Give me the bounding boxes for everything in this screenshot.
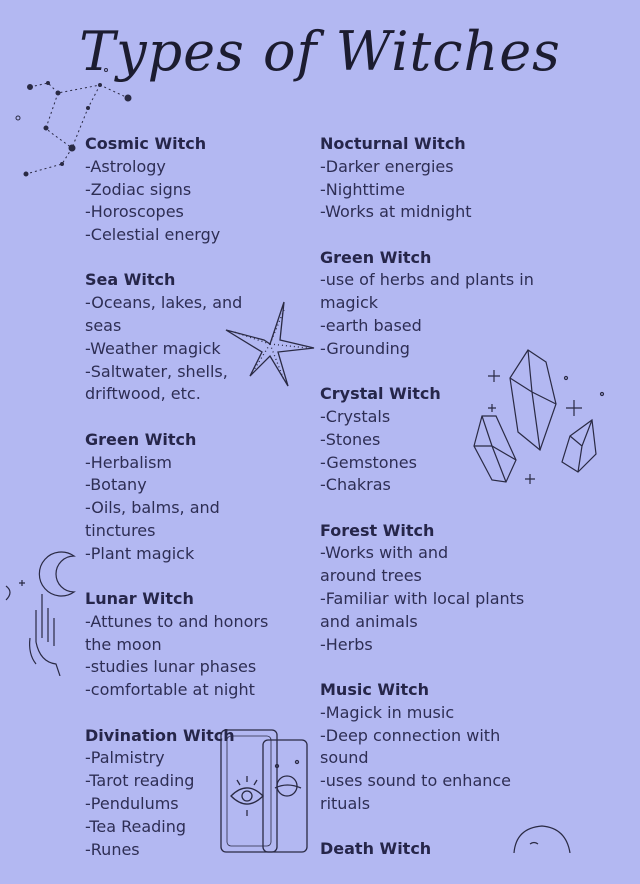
section-line: -Gemstones <box>320 452 417 472</box>
section-line: -Works with and <box>320 543 449 563</box>
section-line: -Crystals <box>320 406 391 426</box>
section-line: -Tea Reading <box>85 816 187 836</box>
section-line: -Pendulums <box>85 793 179 813</box>
constellation-icon <box>10 60 140 185</box>
section-heading: Music Witch <box>320 679 430 699</box>
section-line: rituals <box>320 793 371 813</box>
section-line: -Zodiac signs <box>85 179 192 199</box>
section-line: -Oceans, lakes, and <box>85 293 243 313</box>
section-line: -Astrology <box>85 156 166 176</box>
section-line: -Familiar with local plants <box>320 589 525 609</box>
section-line: -Nighttime <box>320 179 405 199</box>
section-line: seas <box>85 316 122 336</box>
page-title: Types of Witches <box>79 20 561 83</box>
section-line: -Stones <box>320 429 381 449</box>
section-heading: Divination Witch <box>85 725 235 745</box>
section-heading: Green Witch <box>320 247 432 267</box>
section-line: -Darker energies <box>320 156 454 176</box>
section-line: the moon <box>85 634 162 654</box>
section-line: -Runes <box>85 839 140 859</box>
section-line: -Grounding <box>320 338 410 358</box>
section-line: -Herbs <box>320 634 373 654</box>
section-line: -Celestial energy <box>85 225 221 245</box>
section-green-witch <box>85 429 300 566</box>
section-line: magick <box>320 293 379 313</box>
section-lunar-witch <box>85 588 300 702</box>
tarot-cards-icon <box>215 710 311 853</box>
section-heading: Lunar Witch <box>85 589 194 609</box>
section-heading: Forest Witch <box>320 520 435 540</box>
section-line: -Magick in music <box>320 702 455 722</box>
section-heading: Nocturnal Witch <box>320 134 466 153</box>
section-line: -Plant magick <box>85 543 195 563</box>
section-line: -use of herbs and plants in <box>320 270 534 290</box>
section-line: -uses sound to enhance <box>320 771 512 791</box>
section-line: -earth based <box>320 316 422 336</box>
section-heading: Cosmic Witch <box>85 134 207 153</box>
section-line: -Oils, balms, and <box>85 498 220 518</box>
section-line: -Palmistry <box>85 748 165 768</box>
section-forest-witch <box>320 520 570 657</box>
section-line: driftwood, etc. <box>85 384 201 404</box>
section-line: -Deep connection with <box>320 725 501 745</box>
moon-hand-icon <box>0 546 80 676</box>
section-line: sound <box>320 748 369 768</box>
section-music-witch <box>320 679 570 816</box>
section-line: -comfortable at night <box>85 680 255 700</box>
section-line: around trees <box>320 566 422 586</box>
section-line: -Saltwater, shells, <box>85 361 228 381</box>
section-line: -studies lunar phases <box>85 657 257 677</box>
section-nocturnal-witch <box>320 133 570 224</box>
section-line: -Attunes to and honors <box>85 611 269 631</box>
section-line: -Tarot reading <box>85 771 195 791</box>
starfish-icon <box>222 298 318 390</box>
section-line: -Herbalism <box>85 452 172 472</box>
section-heading: Crystal Witch <box>320 384 441 404</box>
section-line: -Botany <box>85 475 147 495</box>
crystals-icon <box>470 342 610 492</box>
right-column <box>320 133 570 884</box>
section-line: -Weather magick <box>85 338 221 358</box>
section-heading: Green Witch <box>85 429 197 449</box>
section-line: and animals <box>320 611 418 631</box>
section-line: -Horoscopes <box>85 202 184 222</box>
section-heading: Sea Witch <box>85 270 176 290</box>
section-heading: Death Witch <box>320 839 432 859</box>
section-line: -Works at midnight <box>320 202 472 222</box>
sun-face-icon <box>508 822 578 853</box>
section-line: -Chakras <box>320 475 391 495</box>
section-line: tinctures <box>85 520 156 540</box>
